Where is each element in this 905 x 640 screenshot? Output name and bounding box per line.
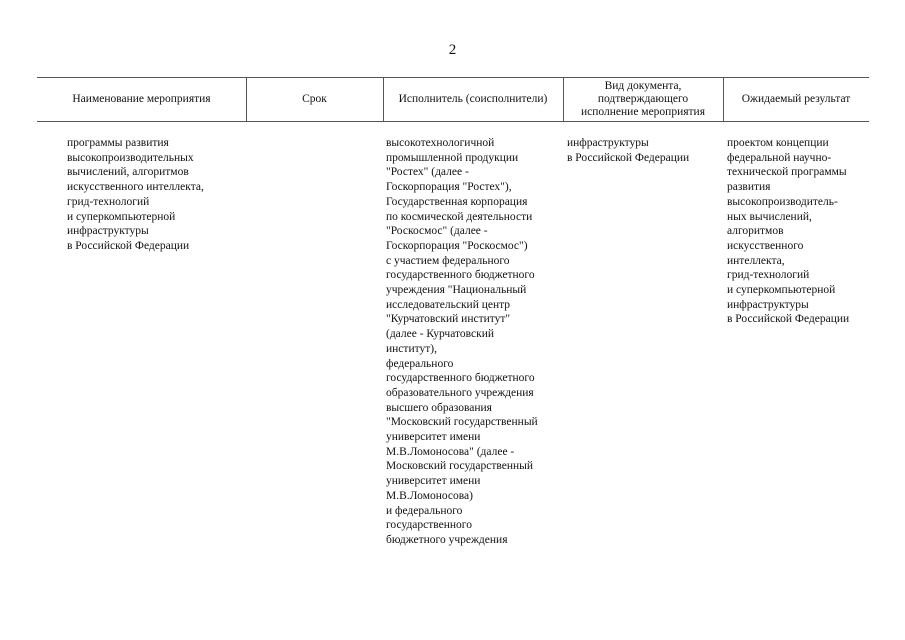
cell-document-type: инфраструктуры в Российской Федерации bbox=[567, 137, 690, 164]
header-expected-result: Ожидаемый результат bbox=[741, 92, 851, 105]
header-executor: Исполнитель (соисполнители) bbox=[398, 92, 548, 105]
page-number: 2 bbox=[448, 42, 457, 58]
cell-event-name: программы развития высокопроизводительных вычислений, алгоритмов искусственного интеллекта, грид-технологий и суперкомпьютерной инфраструктуры в Российской Федерации bbox=[67, 137, 204, 252]
header-deadline: Срок bbox=[302, 92, 327, 105]
header-event-name: Наименование мероприятия bbox=[72, 92, 211, 105]
cell-expected-result: проектом концепции федеральной научно- технической программы развития высокопроизводитель- ных вычислений, алгоритмов искусственного интеллекта, грид-технологий и суперкомпьютерной инфраструктуры в Российской Федерации bbox=[727, 137, 850, 326]
header-document-type: Вид документа, подтверждающего исполнение мероприятия bbox=[581, 79, 705, 118]
table-header-bottom-border bbox=[37, 121, 869, 122]
cell-executor: высокотехнологичной промышленной продукции "Ростех" (далее - Госкорпорация "Ростех"), Государственная корпорация по космической деятельности "Роскосмос" (далее - Госкорпорация "Роскосмос") с участием федерального государственного бюджетного учреждения "Национальный исследовательский центр "Курчатовский институт" (далее - Курчатовский институт), федерального государственного бюджетного образовательного учреждения высшего образования "Московский государственный университет имени М.В.Ломоносова" (далее - Московский государственный университет имени М.В.Ломоносова) и федерального государственного бюджетного учреждения bbox=[386, 137, 538, 546]
